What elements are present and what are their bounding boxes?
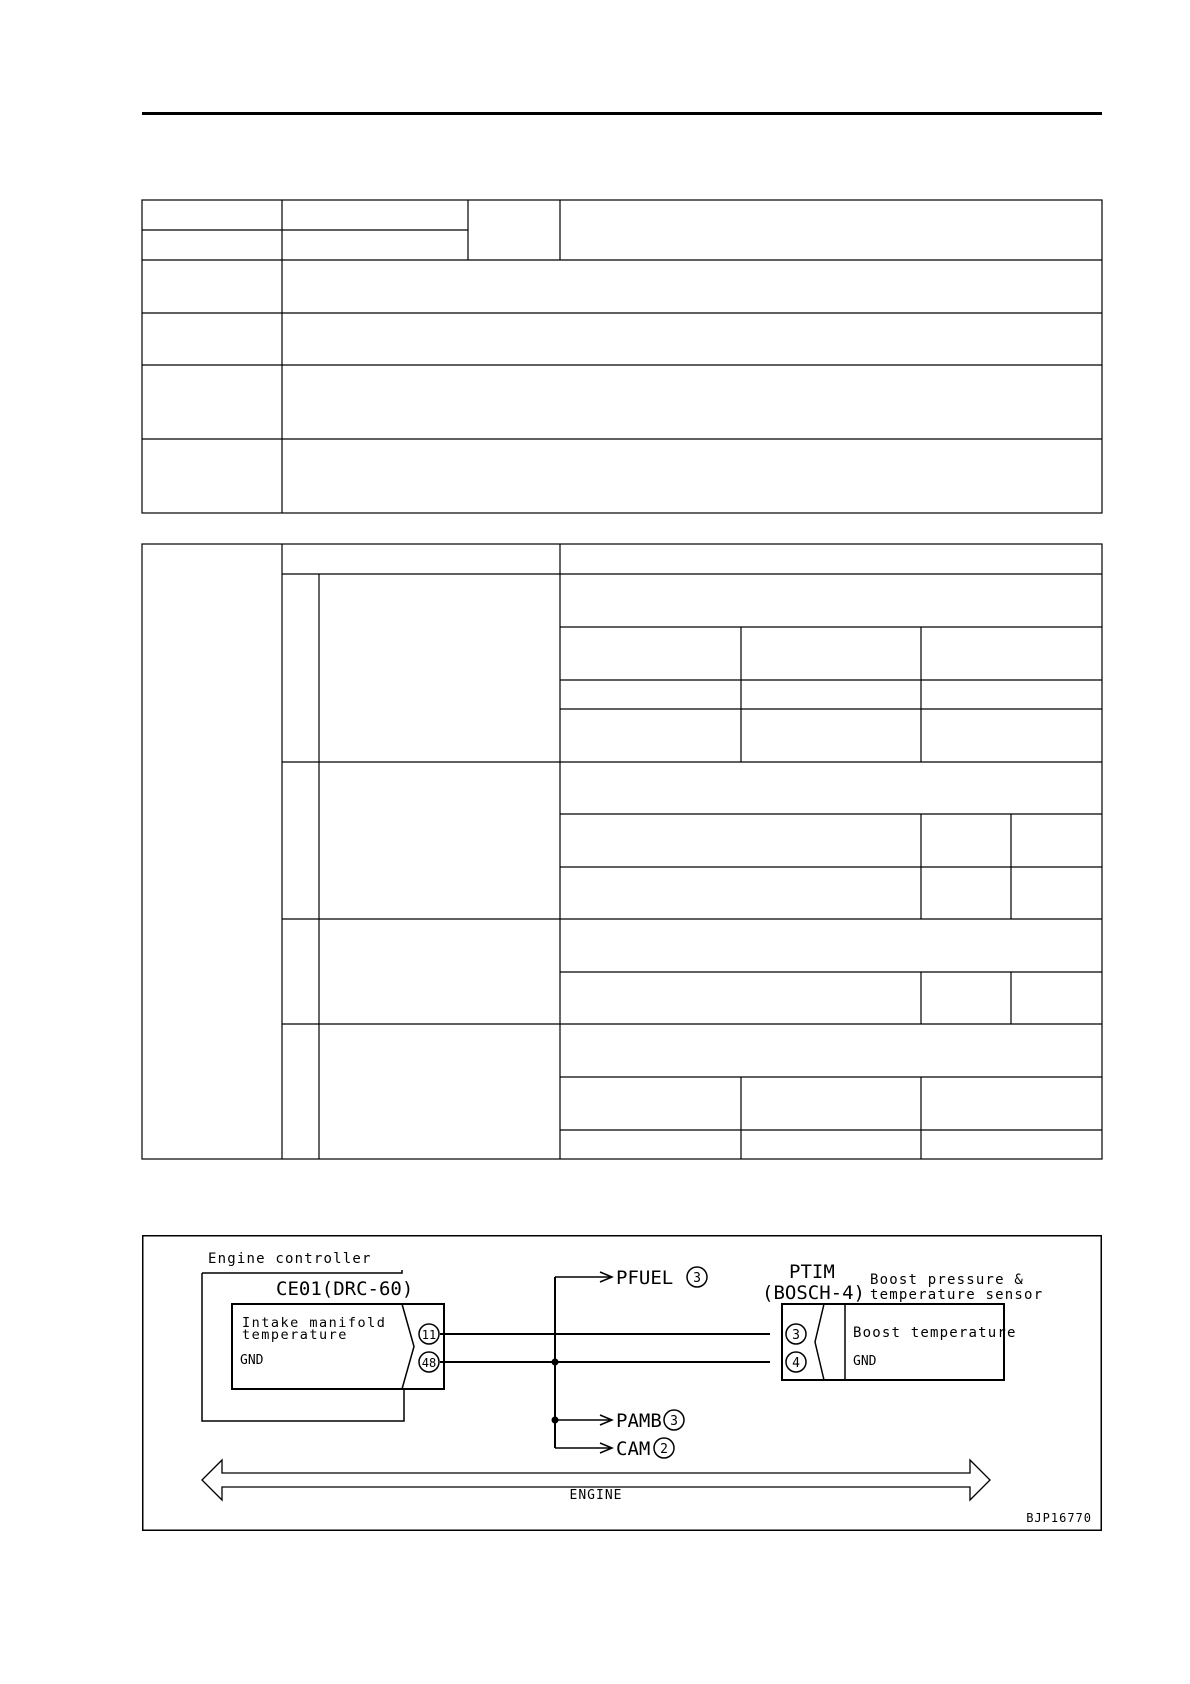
junction-dot-gnd (552, 1359, 559, 1366)
ptim-connector-label: (BOSCH-4) (762, 1282, 865, 1304)
table-2 (142, 544, 1102, 1159)
pin-48-label: 48 (421, 1356, 437, 1370)
wiring-diagram (142, 1235, 1102, 1531)
sensor-pin-4: 4 (792, 1356, 800, 1371)
pfuel-label: PFUEL (616, 1267, 674, 1289)
cam-label: CAM (616, 1438, 651, 1460)
engine-label: ENGINE (569, 1488, 623, 1503)
intake-manifold-line1: Intake manifold (242, 1315, 387, 1331)
pamb-label: PAMB (616, 1410, 662, 1432)
intake-manifold-line2: temperature (242, 1327, 348, 1343)
figure-id: BJP16770 (1026, 1511, 1092, 1525)
sensor-desc-line2: temperature sensor (870, 1287, 1044, 1303)
pamb-pin: 3 (670, 1414, 678, 1429)
cam-pin: 2 (660, 1442, 668, 1457)
sensor-pin-3: 3 (792, 1328, 800, 1343)
gnd-left-label: GND (240, 1353, 264, 1368)
boost-temperature-label: Boost temperature (853, 1325, 1017, 1341)
gnd-right-label: GND (853, 1354, 877, 1369)
connector-ce01-label: CE01(DRC-60) (276, 1278, 414, 1300)
engine-controller-label: Engine controller (208, 1251, 372, 1267)
pfuel-pin: 3 (693, 1271, 701, 1286)
sensor-desc-line1: Boost pressure & (870, 1272, 1025, 1288)
ptim-label: PTIM (789, 1261, 835, 1283)
table-1 (142, 200, 1102, 513)
pin-11-label: 11 (421, 1328, 437, 1342)
